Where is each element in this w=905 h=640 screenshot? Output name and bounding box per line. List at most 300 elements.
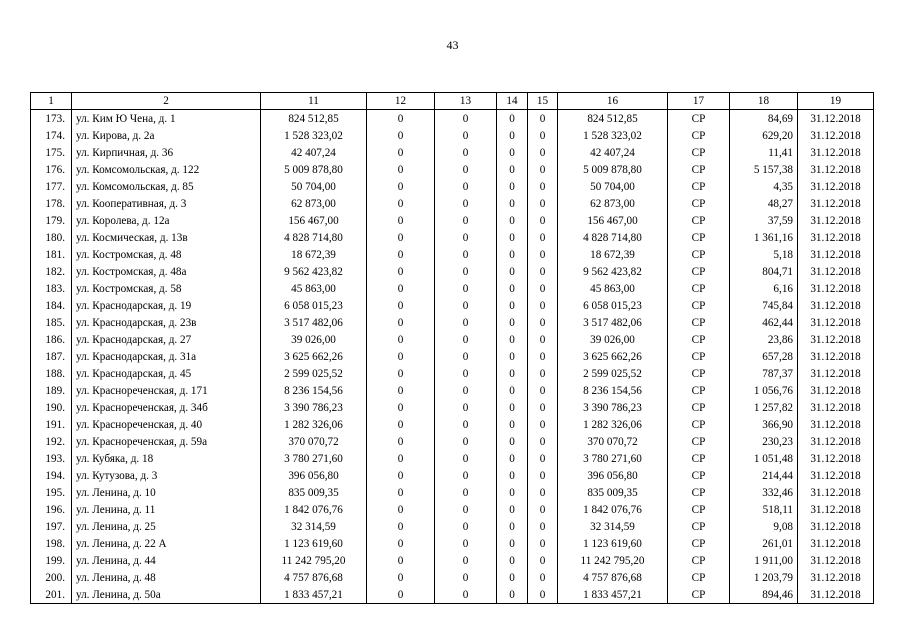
address-cell: ул. Ленина, д. 50а [72, 586, 261, 604]
value-cell: 5 157,38 [730, 161, 798, 178]
column-header: 14 [497, 93, 528, 110]
value-cell: 0 [497, 314, 528, 331]
value-cell: 42 407,24 [558, 144, 668, 161]
value-cell: 0 [367, 569, 435, 586]
table-row [31, 161, 874, 178]
registry-table [30, 92, 874, 604]
address-cell: ул. Краснореченская, д. 40 [72, 416, 261, 433]
table-row [31, 127, 874, 144]
value-cell: 1 833 457,21 [261, 586, 367, 604]
value-cell: 0 [435, 212, 497, 229]
row-number: 196. [31, 501, 72, 518]
value-cell: 0 [497, 518, 528, 535]
value-cell: 0 [367, 552, 435, 569]
row-number: 175. [31, 144, 72, 161]
value-cell: 396 056,80 [558, 467, 668, 484]
value-cell: 42 407,24 [261, 144, 367, 161]
date-cell: 31.12.2018 [798, 450, 874, 467]
date-cell: 31.12.2018 [798, 484, 874, 501]
value-cell: 0 [435, 161, 497, 178]
value-cell: 0 [435, 263, 497, 280]
date-cell: 31.12.2018 [798, 331, 874, 348]
row-number: 178. [31, 195, 72, 212]
value-cell: 0 [435, 467, 497, 484]
code-cell: СР [668, 246, 730, 263]
value-cell: 0 [528, 399, 558, 416]
row-number: 174. [31, 127, 72, 144]
value-cell: 6 058 015,23 [261, 297, 367, 314]
address-cell: ул. Космическая, д. 13в [72, 229, 261, 246]
value-cell: 0 [528, 382, 558, 399]
row-number: 192. [31, 433, 72, 450]
address-cell: ул. Краснореченская, д. 34б [72, 399, 261, 416]
row-number: 177. [31, 178, 72, 195]
value-cell: 0 [435, 246, 497, 263]
value-cell: 0 [497, 416, 528, 433]
row-number: 186. [31, 331, 72, 348]
value-cell: 3 625 662,26 [261, 348, 367, 365]
value-cell: 1 842 076,76 [261, 501, 367, 518]
value-cell: 462,44 [730, 314, 798, 331]
page-number: 43 [446, 38, 459, 52]
value-cell: 39 026,00 [558, 331, 668, 348]
value-cell: 0 [435, 365, 497, 382]
value-cell: 0 [497, 450, 528, 467]
row-number: 176. [31, 161, 72, 178]
address-cell: ул. Костромская, д. 58 [72, 280, 261, 297]
value-cell: 8 236 154,56 [558, 382, 668, 399]
value-cell: 230,23 [730, 433, 798, 450]
table-row [31, 365, 874, 382]
address-cell: ул. Кирова, д. 2а [72, 127, 261, 144]
value-cell: 370 070,72 [261, 433, 367, 450]
value-cell: 0 [435, 127, 497, 144]
value-cell: 5,18 [730, 246, 798, 263]
code-cell: СР [668, 501, 730, 518]
value-cell: 1 361,16 [730, 229, 798, 246]
table-row [31, 246, 874, 263]
table-row [31, 501, 874, 518]
value-cell: 0 [497, 178, 528, 195]
value-cell: 824 512,85 [261, 110, 367, 128]
value-cell: 0 [497, 144, 528, 161]
value-cell: 0 [435, 433, 497, 450]
value-cell: 0 [435, 110, 497, 128]
value-cell: 32 314,59 [261, 518, 367, 535]
value-cell: 0 [367, 127, 435, 144]
value-cell: 0 [367, 161, 435, 178]
value-cell: 0 [528, 110, 558, 128]
value-cell: 370 070,72 [558, 433, 668, 450]
address-cell: ул. Краснодарская, д. 23в [72, 314, 261, 331]
value-cell: 84,69 [730, 110, 798, 128]
value-cell: 629,20 [730, 127, 798, 144]
table-row [31, 144, 874, 161]
value-cell: 0 [367, 348, 435, 365]
table-row [31, 297, 874, 314]
column-header: 15 [528, 93, 558, 110]
value-cell: 0 [528, 348, 558, 365]
address-cell: ул. Ленина, д. 25 [72, 518, 261, 535]
date-cell: 31.12.2018 [798, 246, 874, 263]
value-cell: 156 467,00 [261, 212, 367, 229]
value-cell: 0 [367, 501, 435, 518]
code-cell: СР [668, 467, 730, 484]
value-cell: 0 [435, 382, 497, 399]
value-cell: 0 [435, 569, 497, 586]
value-cell: 0 [435, 195, 497, 212]
value-cell: 0 [435, 416, 497, 433]
column-header: 11 [261, 93, 367, 110]
value-cell: 0 [528, 433, 558, 450]
value-cell: 0 [435, 501, 497, 518]
value-cell: 0 [528, 535, 558, 552]
code-cell: СР [668, 348, 730, 365]
value-cell: 0 [367, 229, 435, 246]
value-cell: 1 911,00 [730, 552, 798, 569]
address-cell: ул. Краснодарская, д. 27 [72, 331, 261, 348]
address-cell: ул. Ленина, д. 10 [72, 484, 261, 501]
code-cell: СР [668, 518, 730, 535]
value-cell: 9,08 [730, 518, 798, 535]
address-cell: ул. Кубяка, д. 18 [72, 450, 261, 467]
value-cell: 3 780 271,60 [558, 450, 668, 467]
value-cell: 0 [528, 331, 558, 348]
address-cell: ул. Комсомольская, д. 85 [72, 178, 261, 195]
code-cell: СР [668, 229, 730, 246]
value-cell: 366,90 [730, 416, 798, 433]
value-cell: 50 704,00 [261, 178, 367, 195]
value-cell: 11 242 795,20 [558, 552, 668, 569]
value-cell: 0 [435, 331, 497, 348]
value-cell: 0 [528, 127, 558, 144]
table-row [31, 331, 874, 348]
value-cell: 0 [497, 280, 528, 297]
date-cell: 31.12.2018 [798, 365, 874, 382]
value-cell: 0 [497, 246, 528, 263]
value-cell: 1 528 323,02 [558, 127, 668, 144]
value-cell: 18 672,39 [558, 246, 668, 263]
date-cell: 31.12.2018 [798, 297, 874, 314]
value-cell: 0 [367, 263, 435, 280]
value-cell: 4 757 876,68 [261, 569, 367, 586]
value-cell: 1 123 619,60 [558, 535, 668, 552]
value-cell: 0 [528, 280, 558, 297]
table-row [31, 484, 874, 501]
value-cell: 261,01 [730, 535, 798, 552]
value-cell: 1 056,76 [730, 382, 798, 399]
value-cell: 0 [367, 195, 435, 212]
value-cell: 0 [497, 212, 528, 229]
value-cell: 0 [367, 280, 435, 297]
code-cell: СР [668, 399, 730, 416]
value-cell: 0 [528, 195, 558, 212]
value-cell: 0 [528, 586, 558, 604]
table-body [31, 110, 874, 604]
value-cell: 804,71 [730, 263, 798, 280]
value-cell: 1 257,82 [730, 399, 798, 416]
value-cell: 3 517 482,06 [261, 314, 367, 331]
value-cell: 1 123 619,60 [261, 535, 367, 552]
address-cell: ул. Краснодарская, д. 45 [72, 365, 261, 382]
value-cell: 3 517 482,06 [558, 314, 668, 331]
value-cell: 2 599 025,52 [558, 365, 668, 382]
row-number: 173. [31, 110, 72, 128]
code-cell: СР [668, 263, 730, 280]
value-cell: 745,84 [730, 297, 798, 314]
value-cell: 3 390 786,23 [261, 399, 367, 416]
value-cell: 0 [497, 399, 528, 416]
value-cell: 18 672,39 [261, 246, 367, 263]
address-cell: ул. Краснореченская, д. 171 [72, 382, 261, 399]
value-cell: 0 [367, 331, 435, 348]
code-cell: СР [668, 569, 730, 586]
code-cell: СР [668, 450, 730, 467]
value-cell: 0 [528, 518, 558, 535]
value-cell: 787,37 [730, 365, 798, 382]
row-number: 200. [31, 569, 72, 586]
value-cell: 332,46 [730, 484, 798, 501]
value-cell: 0 [528, 450, 558, 467]
table-row [31, 110, 874, 128]
table-row [31, 467, 874, 484]
row-number: 183. [31, 280, 72, 297]
value-cell: 0 [528, 144, 558, 161]
date-cell: 31.12.2018 [798, 569, 874, 586]
value-cell: 3 625 662,26 [558, 348, 668, 365]
value-cell: 0 [435, 535, 497, 552]
row-number: 180. [31, 229, 72, 246]
address-cell: ул. Ким Ю Чена, д. 1 [72, 110, 261, 128]
table-row [31, 348, 874, 365]
value-cell: 0 [528, 484, 558, 501]
date-cell: 31.12.2018 [798, 416, 874, 433]
row-number: 197. [31, 518, 72, 535]
table-row [31, 212, 874, 229]
value-cell: 0 [435, 178, 497, 195]
value-cell: 0 [497, 348, 528, 365]
row-number: 198. [31, 535, 72, 552]
row-number: 199. [31, 552, 72, 569]
value-cell: 0 [367, 110, 435, 128]
code-cell: СР [668, 161, 730, 178]
code-cell: СР [668, 365, 730, 382]
table-row [31, 518, 874, 535]
value-cell: 0 [528, 263, 558, 280]
row-number: 195. [31, 484, 72, 501]
column-header: 13 [435, 93, 497, 110]
value-cell: 0 [497, 331, 528, 348]
value-cell: 11,41 [730, 144, 798, 161]
code-cell: СР [668, 178, 730, 195]
value-cell: 0 [367, 433, 435, 450]
code-cell: СР [668, 195, 730, 212]
address-cell: ул. Ленина, д. 22 А [72, 535, 261, 552]
value-cell: 0 [367, 314, 435, 331]
code-cell: СР [668, 552, 730, 569]
value-cell: 0 [367, 467, 435, 484]
value-cell: 4 828 714,80 [558, 229, 668, 246]
value-cell: 2 599 025,52 [261, 365, 367, 382]
column-header: 18 [730, 93, 798, 110]
value-cell: 0 [528, 501, 558, 518]
date-cell: 31.12.2018 [798, 552, 874, 569]
value-cell: 0 [367, 586, 435, 604]
row-number: 181. [31, 246, 72, 263]
value-cell: 5 009 878,80 [261, 161, 367, 178]
value-cell: 0 [497, 127, 528, 144]
value-cell: 0 [528, 178, 558, 195]
code-cell: СР [668, 297, 730, 314]
value-cell: 0 [497, 501, 528, 518]
row-number: 189. [31, 382, 72, 399]
table-row [31, 314, 874, 331]
value-cell: 8 236 154,56 [261, 382, 367, 399]
table-row [31, 450, 874, 467]
value-cell: 3 390 786,23 [558, 399, 668, 416]
value-cell: 0 [497, 535, 528, 552]
date-cell: 31.12.2018 [798, 314, 874, 331]
address-cell: ул. Кутузова, д. 3 [72, 467, 261, 484]
value-cell: 1 528 323,02 [261, 127, 367, 144]
value-cell: 0 [367, 518, 435, 535]
value-cell: 6 058 015,23 [558, 297, 668, 314]
address-cell: ул. Костромская, д. 48 [72, 246, 261, 263]
value-cell: 0 [528, 212, 558, 229]
value-cell: 0 [435, 280, 497, 297]
value-cell: 0 [528, 569, 558, 586]
value-cell: 0 [435, 348, 497, 365]
value-cell: 0 [497, 297, 528, 314]
value-cell: 5 009 878,80 [558, 161, 668, 178]
value-cell: 0 [497, 433, 528, 450]
value-cell: 0 [435, 399, 497, 416]
code-cell: СР [668, 144, 730, 161]
value-cell: 1 203,79 [730, 569, 798, 586]
code-cell: СР [668, 110, 730, 128]
code-cell: СР [668, 535, 730, 552]
address-cell: ул. Ленина, д. 44 [72, 552, 261, 569]
column-header: 12 [367, 93, 435, 110]
value-cell: 9 562 423,82 [261, 263, 367, 280]
code-cell: СР [668, 127, 730, 144]
value-cell: 0 [435, 484, 497, 501]
date-cell: 31.12.2018 [798, 127, 874, 144]
value-cell: 0 [497, 586, 528, 604]
header-row [31, 93, 874, 110]
row-number: 190. [31, 399, 72, 416]
date-cell: 31.12.2018 [798, 382, 874, 399]
value-cell: 1 051,48 [730, 450, 798, 467]
table-row [31, 433, 874, 450]
code-cell: СР [668, 212, 730, 229]
value-cell: 4,35 [730, 178, 798, 195]
value-cell: 0 [528, 229, 558, 246]
value-cell: 0 [367, 416, 435, 433]
value-cell: 3 780 271,60 [261, 450, 367, 467]
value-cell: 518,11 [730, 501, 798, 518]
value-cell: 0 [367, 212, 435, 229]
value-cell: 50 704,00 [558, 178, 668, 195]
row-number: 179. [31, 212, 72, 229]
address-cell: ул. Краснодарская, д. 31а [72, 348, 261, 365]
code-cell: СР [668, 280, 730, 297]
value-cell: 0 [497, 110, 528, 128]
value-cell: 214,44 [730, 467, 798, 484]
value-cell: 0 [497, 263, 528, 280]
value-cell: 835 009,35 [558, 484, 668, 501]
value-cell: 0 [367, 399, 435, 416]
code-cell: СР [668, 314, 730, 331]
row-number: 184. [31, 297, 72, 314]
value-cell: 23,86 [730, 331, 798, 348]
date-cell: 31.12.2018 [798, 518, 874, 535]
date-cell: 31.12.2018 [798, 433, 874, 450]
date-cell: 31.12.2018 [798, 586, 874, 604]
code-cell: СР [668, 586, 730, 604]
date-cell: 31.12.2018 [798, 110, 874, 128]
value-cell: 0 [528, 297, 558, 314]
value-cell: 0 [435, 518, 497, 535]
value-cell: 0 [528, 314, 558, 331]
date-cell: 31.12.2018 [798, 212, 874, 229]
value-cell: 1 833 457,21 [558, 586, 668, 604]
value-cell: 0 [367, 246, 435, 263]
value-cell: 1 282 326,06 [261, 416, 367, 433]
table-row [31, 399, 874, 416]
value-cell: 0 [367, 535, 435, 552]
row-number: 185. [31, 314, 72, 331]
value-cell: 9 562 423,82 [558, 263, 668, 280]
date-cell: 31.12.2018 [798, 501, 874, 518]
value-cell: 0 [367, 450, 435, 467]
column-header: 2 [72, 93, 261, 110]
value-cell: 0 [528, 552, 558, 569]
value-cell: 0 [528, 416, 558, 433]
address-cell: ул. Кирпичная, д. 36 [72, 144, 261, 161]
table-row [31, 263, 874, 280]
column-header: 16 [558, 93, 668, 110]
code-cell: СР [668, 433, 730, 450]
value-cell: 156 467,00 [558, 212, 668, 229]
value-cell: 0 [497, 229, 528, 246]
value-cell: 0 [497, 552, 528, 569]
address-cell: ул. Комсомольская, д. 122 [72, 161, 261, 178]
column-header: 1 [31, 93, 72, 110]
value-cell: 0 [435, 297, 497, 314]
date-cell: 31.12.2018 [798, 195, 874, 212]
date-cell: 31.12.2018 [798, 399, 874, 416]
value-cell: 32 314,59 [558, 518, 668, 535]
value-cell: 0 [435, 450, 497, 467]
date-cell: 31.12.2018 [798, 348, 874, 365]
date-cell: 31.12.2018 [798, 263, 874, 280]
table-row [31, 178, 874, 195]
value-cell: 39 026,00 [261, 331, 367, 348]
value-cell: 0 [367, 382, 435, 399]
value-cell: 0 [497, 195, 528, 212]
value-cell: 0 [528, 246, 558, 263]
code-cell: СР [668, 484, 730, 501]
address-cell: ул. Ленина, д. 11 [72, 501, 261, 518]
value-cell: 0 [528, 467, 558, 484]
row-number: 188. [31, 365, 72, 382]
table-row [31, 195, 874, 212]
value-cell: 0 [435, 552, 497, 569]
value-cell: 0 [367, 365, 435, 382]
column-header: 17 [668, 93, 730, 110]
table-row [31, 535, 874, 552]
